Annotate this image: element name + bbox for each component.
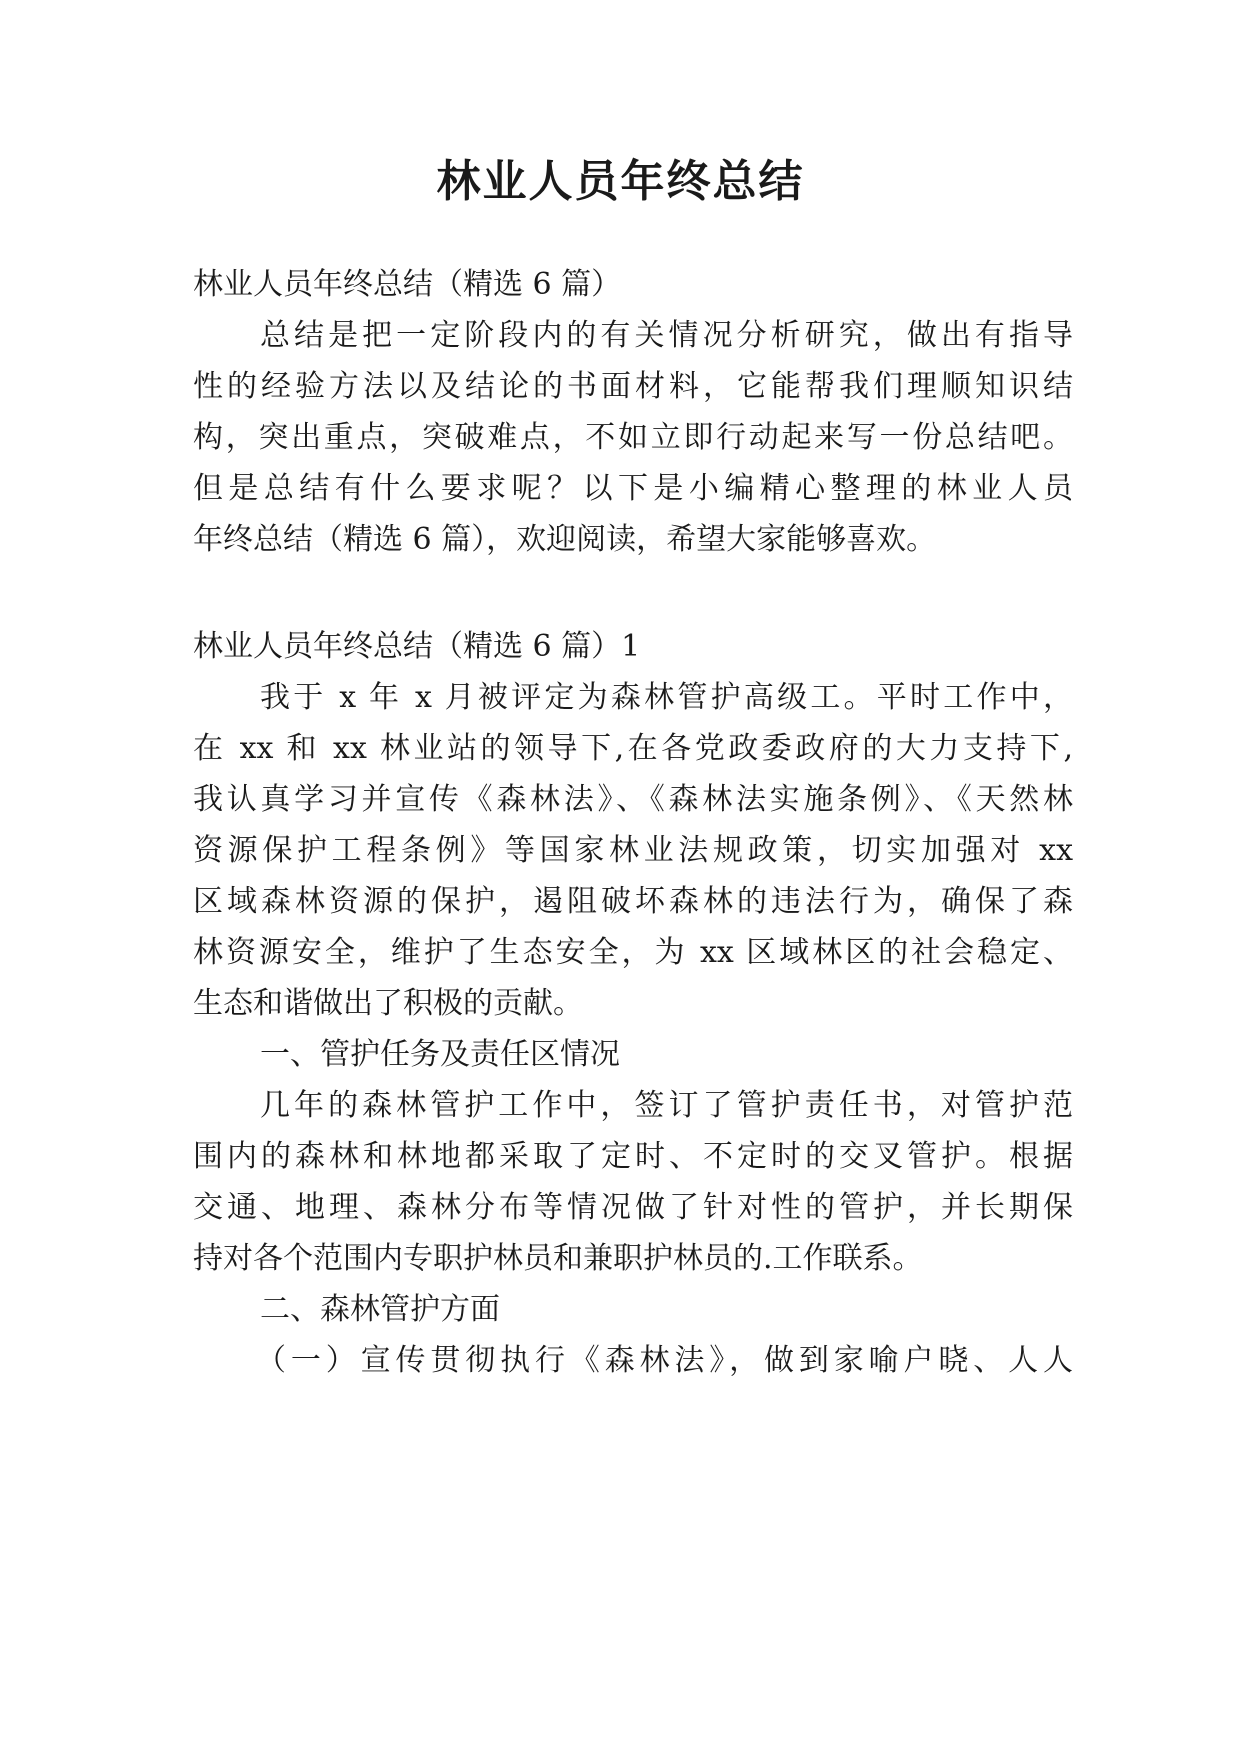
section1-line: 生态和谐做出了积极的贡献。 (193, 986, 583, 1021)
part1-line: 交通、地理、森林分布等情况做了针对性的管护，并长期保 (193, 1190, 1073, 1225)
section1-line: 区域森林资源的保护，遏阻破坏森林的违法行为，确保了森 (193, 884, 1073, 919)
section1-line: 资源保护工程条例》等国家林业法规政策，切实加强对 xx (193, 833, 1073, 868)
document-title: 林业人员年终总结 (436, 156, 805, 207)
part1-line: 围内的森林和林地都采取了定时、不定时的交叉管护。根据 (193, 1139, 1073, 1174)
intro-line: 性的经验方法以及结论的书面材料，它能帮我们理顺知识结 (193, 369, 1073, 404)
section1-line: 我于 x 年 x 月被评定为森林管护高级工。平时工作中， (260, 680, 1073, 715)
intro-line: 年终总结（精选 6 篇），欢迎阅读，希望大家能够喜欢。 (193, 522, 937, 557)
part1-line: 几年的森林管护工作中，签订了管护责任书，对管护范 (260, 1088, 1073, 1123)
part2-heading: 二、森林管护方面 (260, 1292, 500, 1327)
part2-subheading-line: （一）宣传贯彻执行《森林法》，做到家喻户晓、人人 (256, 1343, 1073, 1378)
part1-heading: 一、管护任务及责任区情况 (260, 1037, 620, 1072)
intro-line: 总结是把一定阶段内的有关情况分析研究，做出有指导 (260, 318, 1073, 353)
section1-line: 林资源安全，维护了生态安全，为 xx 区域林区的社会稳定、 (193, 935, 1073, 970)
intro-line: 但是总结有什么要求呢？以下是小编精心整理的林业人员 (193, 471, 1073, 506)
part1-line: 持对各个范围内专职护林员和兼职护林员的.工作联系。 (193, 1241, 923, 1276)
section-heading: 林业人员年终总结（精选 6 篇）1 (193, 629, 641, 664)
section1-line: 我认真学习并宣传《森林法》、《森林法实施条例》、《天然林 (193, 782, 1073, 817)
document-subtitle: 林业人员年终总结（精选 6 篇） (193, 267, 622, 302)
intro-line: 构，突出重点，突破难点，不如立即行动起来写一份总结吧。 (193, 420, 1073, 455)
section1-line: 在 xx 和 xx 林业站的领导下,在各党政委政府的大力支持下, (193, 731, 1073, 766)
